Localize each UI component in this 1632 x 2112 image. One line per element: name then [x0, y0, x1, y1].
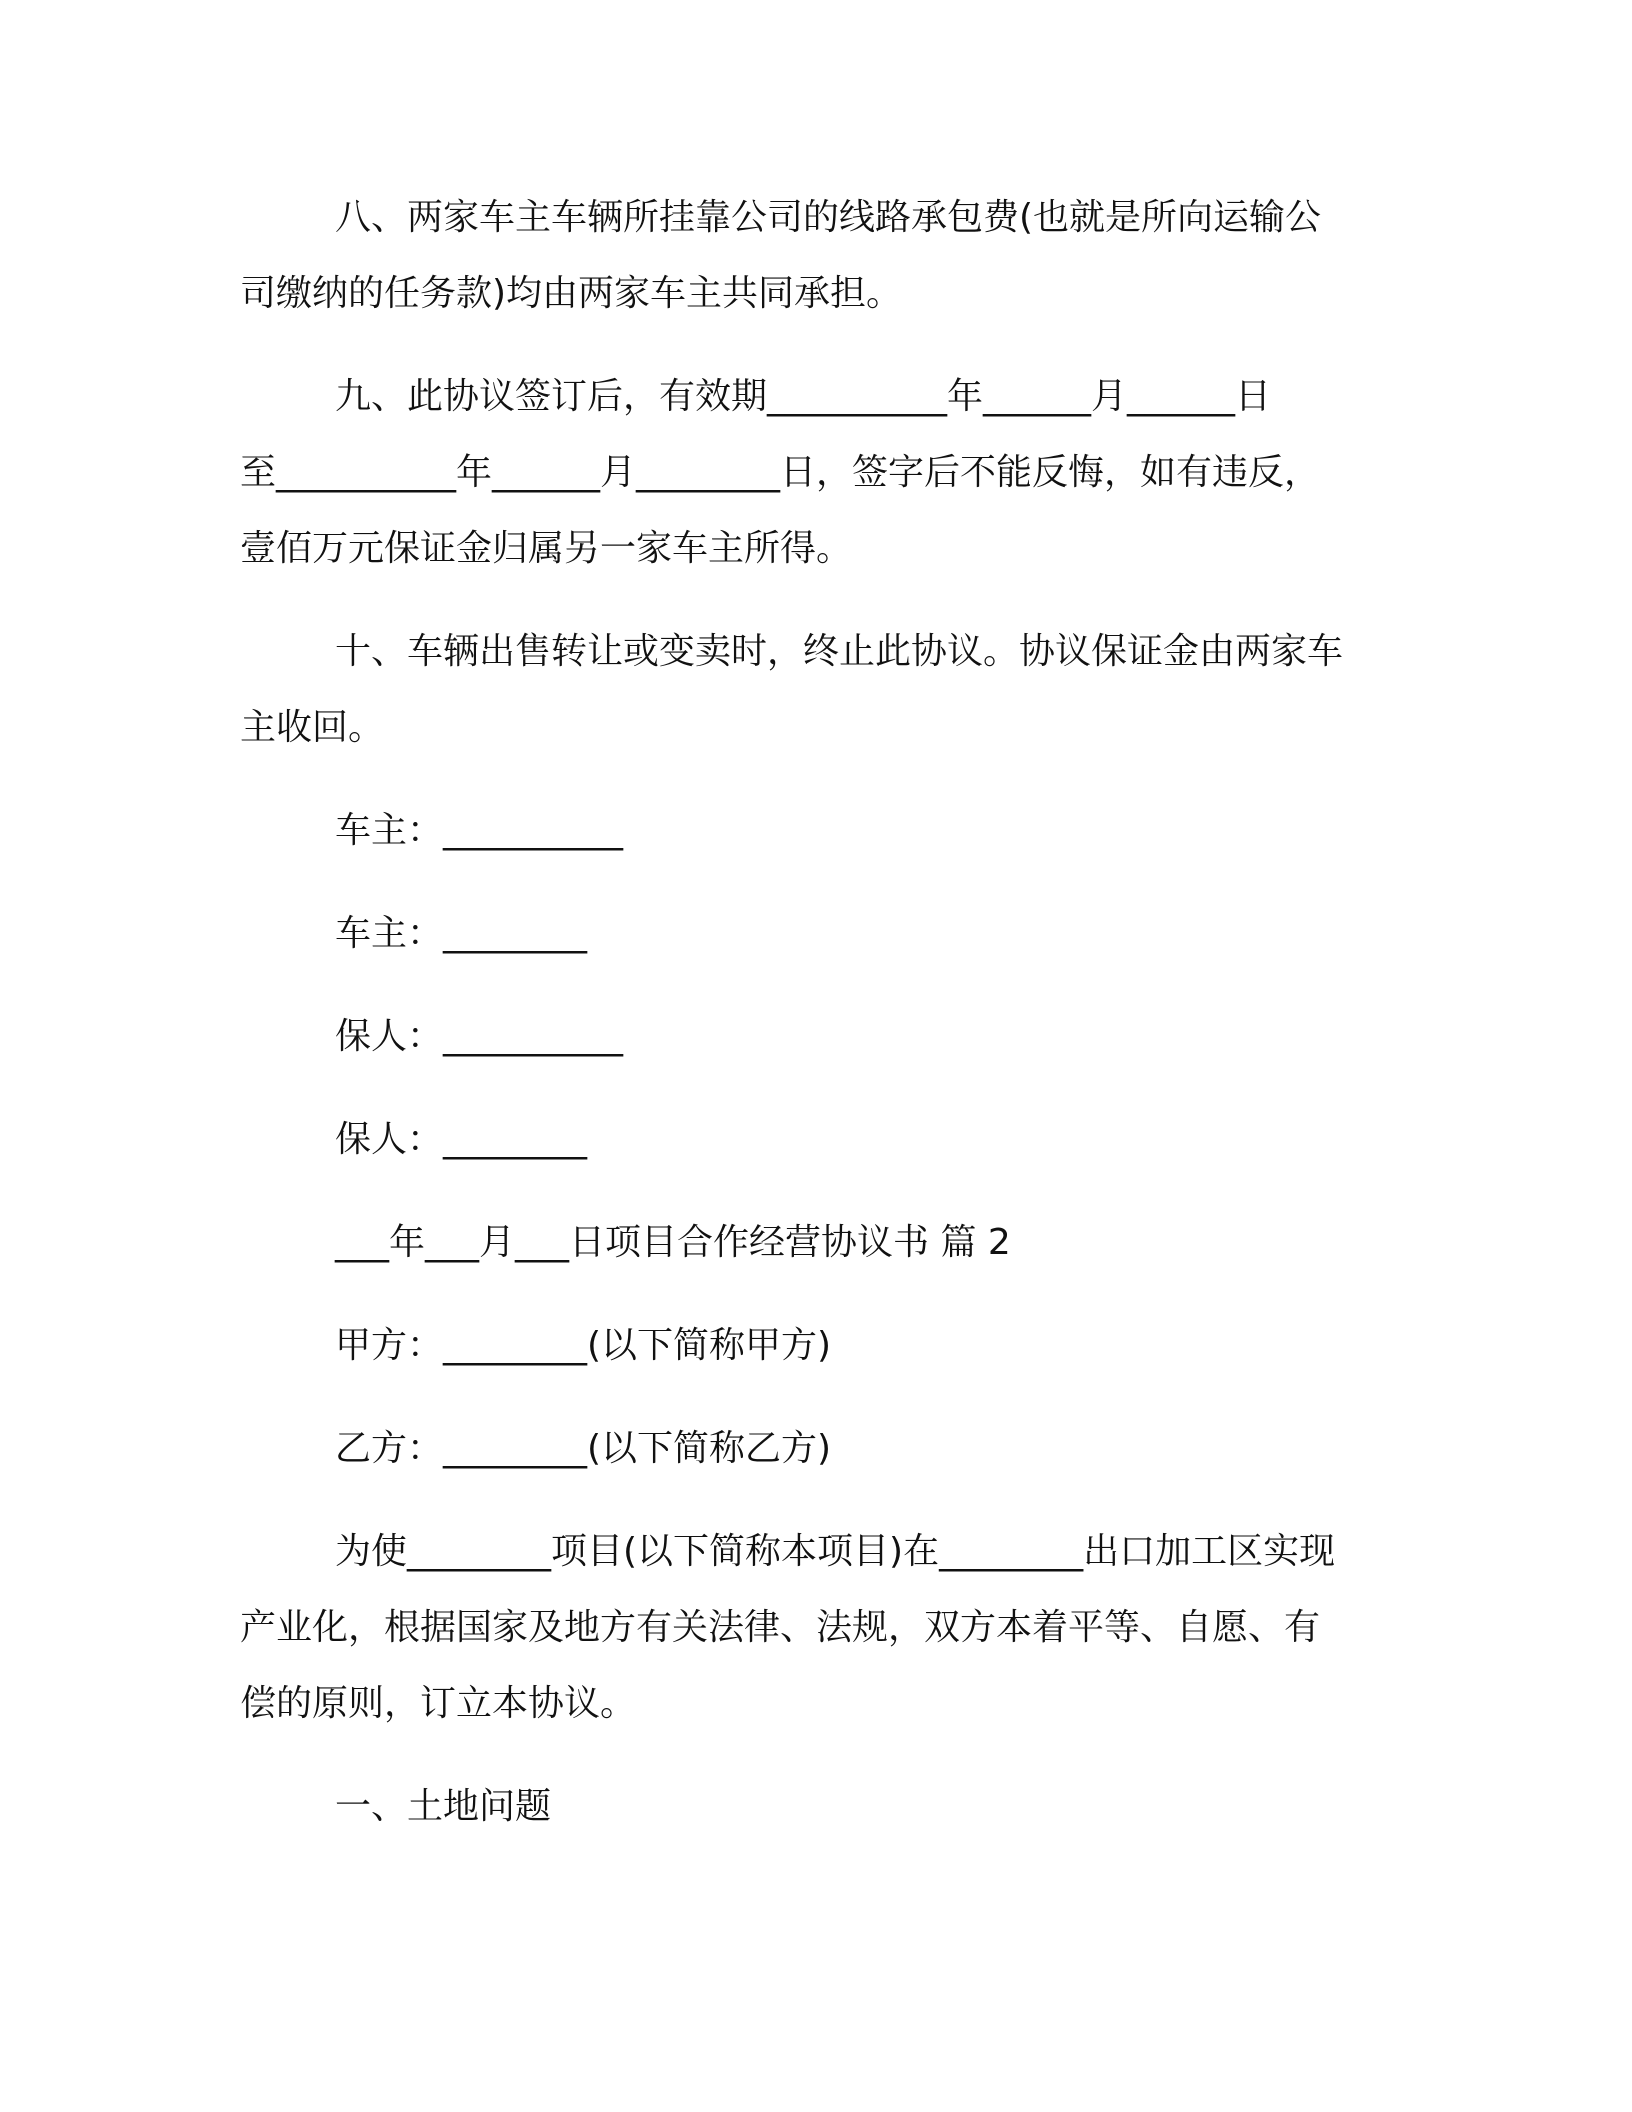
signature-owner-1: 车主：__________ — [335, 810, 624, 851]
section-1-title: 一、土地问题 — [335, 1786, 552, 1827]
clause-9-line-3: 壹佰万元保证金归属另一家车主所得。 — [240, 528, 853, 569]
party-a-line: 甲方：________(以下简称甲方) — [335, 1325, 832, 1366]
party-b-line: 乙方：________(以下简称乙方) — [335, 1428, 832, 1469]
signature-guarantor-1: 保人：__________ — [335, 1016, 624, 1057]
intro-line-3: 偿的原则，订立本协议。 — [240, 1683, 637, 1724]
signature-guarantor-2: 保人：________ — [335, 1119, 588, 1160]
agreement-title: ___年___月___日项目合作经营协议书 篇 2 — [335, 1222, 1011, 1263]
clause-9-line-1: 九、此协议签订后，有效期__________年______月______日 — [335, 376, 1272, 417]
clause-9-line-2: 至__________年______月________日，签字后不能反悔，如有违反， — [240, 452, 1321, 493]
clause-8-line-1: 八、两家车主车辆所挂靠公司的线路承包费(也就是所向运输公 — [335, 197, 1322, 238]
clause-8-line-2: 司缴纳的任务款)均由两家车主共同承担。 — [240, 273, 903, 314]
clause-10-line-2: 主收回。 — [240, 707, 385, 748]
intro-line-2: 产业化，根据国家及地方有关法律、法规，双方本着平等、自愿、有 — [240, 1607, 1321, 1648]
signature-owner-2: 车主：________ — [335, 913, 588, 954]
clause-10-line-1: 十、车辆出售转让或变卖时，终止此协议。协议保证金由两家车 — [335, 631, 1344, 672]
intro-line-1: 为使________项目(以下简称本项目)在________出口加工区实现 — [335, 1531, 1336, 1572]
